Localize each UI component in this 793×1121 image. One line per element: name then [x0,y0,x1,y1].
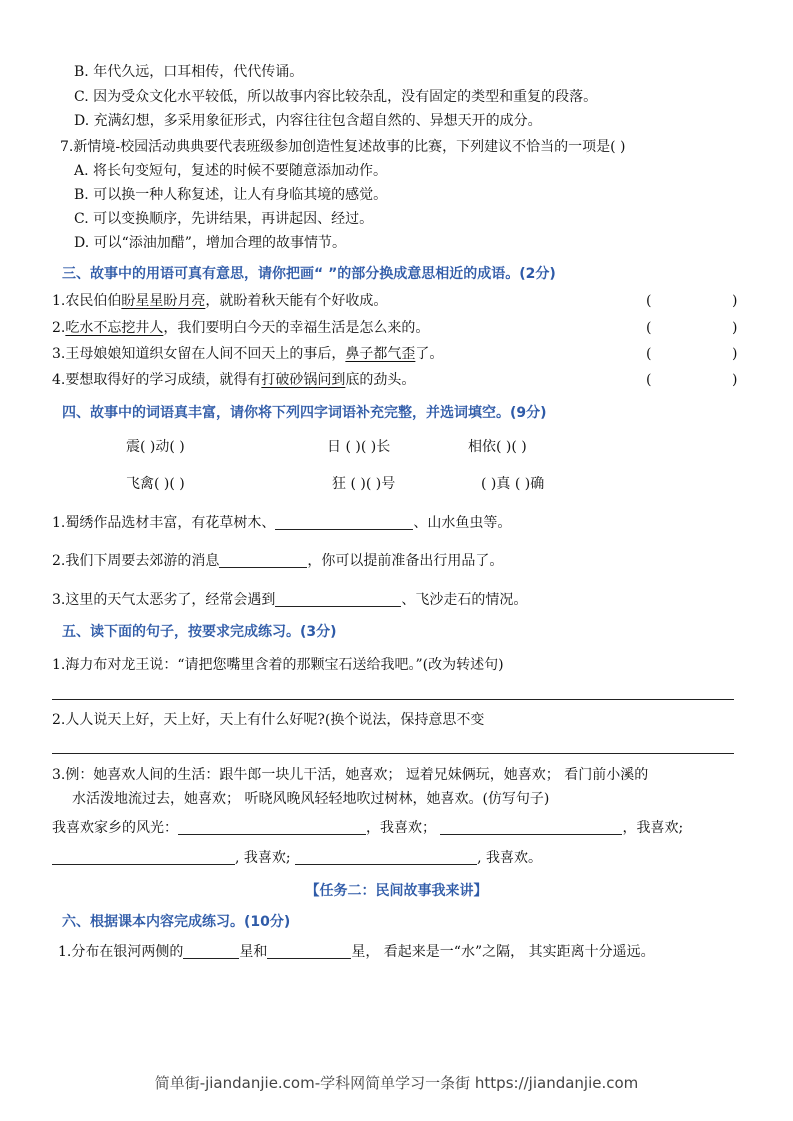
sec6-q1-pre: 1.分布在银河两侧的 [58,944,184,960]
sec5-imitation-like-4: , 我喜欢。 [477,850,542,866]
sec4-sentence-3-blank[interactable] [275,591,401,607]
section-5-title: 五、读下面的句子，按要求完成练习。(3分) [62,624,337,640]
sec3-item-1 [52,291,387,311]
footer-watermark: 简单街-jiandanjie.com-学科网简单学习一条街 https://jiandanjie.com [154,1074,639,1092]
sec3-item-2-post: ，我们要明白今天的幸福生活是怎么来的。 [163,320,430,336]
sec3-item-3-post: 了。 [415,346,444,362]
sec4-sentence-2-pre: 2.我们下周要去郊游的消息 [52,553,220,569]
sec3-item-1-underlined: 盼星星盼月亮 [121,293,206,309]
word-blank-5[interactable]: 狂 ( )( )号 [332,476,396,492]
sec3-item-2 [52,318,429,338]
sec5-question-2: 2.人人说天上好，天上好，天上有什么好呢?(换个说法，保持意思不变 [52,712,485,728]
sec3-item-4-underlined: 打破砂锅问到 [261,372,346,388]
sec6-q1-blank-1[interactable] [183,943,239,959]
word-blank-6[interactable]: ( )真 ( )确 [481,476,545,492]
sec5-answer-line-1[interactable] [52,699,734,700]
sec4-sentence-3-post: 、飞沙走石的情况。 [401,592,528,608]
sec3-item-2-underlined: 吃水不忘挖井人 [65,320,164,336]
q7-option-a: A. 将长句变短句，复述的时候不要随意添加动作。 [74,163,388,179]
q7-option-d: D. 可以“添油加醋”，增加合理的故事情节。 [74,235,346,251]
sec4-sentence-1-pre: 1.蜀绣作品选材丰富，有花草树木、 [52,515,276,531]
section-3-title: 三、故事中的用语可真有意思，请你把画“ ”的部分换成意思相近的成语。(2分) [62,266,556,282]
sec3-item-3-underlined: 鼻子都气歪 [345,346,416,362]
sec5-imitation-blank-3[interactable] [52,849,235,865]
sec3-item-4 [52,370,415,390]
sec5-question-3-line-2: 水活泼地流过去，她喜欢； 听晓风晚风轻轻地吹过树林，她喜欢。(仿写句子) [72,791,550,807]
word-blank-2[interactable]: 日 ( )( )长 [327,439,391,455]
word-blank-1[interactable]: 震( )动( ) [126,439,185,455]
sec6-q1-post: 星， 看起来是一“水”之隔， 其实距离十分遥远。 [351,944,655,960]
q7-stem: 7.新情境-校园活动典典要代表班级参加创造性复述故事的比赛，下列建议不恰当的一项是( ) [60,139,626,155]
sec3-item-4-paren-close: ) [732,372,738,388]
q6-option-b: B. 年代久远，口耳相传，代代传诵。 [74,64,304,80]
section-4-title: 四、故事中的词语真丰富，请你将下列四字词语补充完整，并选词填空。(9分) [62,405,547,421]
sec4-sentence-2-blank[interactable] [219,552,307,568]
sec5-answer-line-2[interactable] [52,753,734,754]
sec3-item-3 [52,344,443,364]
sec3-item-3-paren-open[interactable]: ( [646,346,652,362]
sec4-sentence-2 [52,551,503,571]
word-blank-3[interactable]: 相依( )( ) [468,439,527,455]
sec6-q1-mid: 星和 [239,944,268,960]
sec3-item-3-pre: 3.王母娘娘知道织女留在人间不回天上的事后， [52,346,346,362]
sec3-item-4-pre: 4.要想取得好的学习成绩，就得有 [52,372,262,388]
sec4-sentence-2-post: ，你可以提前准备出行用品了。 [307,553,504,569]
q7-option-c: C. 可以变换顺序，先讲结果，再讲起因、经过。 [74,211,374,227]
sec5-imitation-blank-4[interactable] [295,849,477,865]
sec4-sentence-1-blank[interactable] [275,514,413,530]
sec4-sentence-1-post: 、山水鱼虫等。 [413,515,512,531]
sec3-item-1-pre: 1.农民伯伯 [52,293,122,309]
sec5-question-3-line-1: 3.例：她喜欢人间的生活：跟牛郎一块儿干活，她喜欢； 逗着兄妹俩玩，她喜欢； 看门前小溪的 [52,767,649,783]
sec5-imitation-like-3: , 我喜欢; [235,850,291,866]
sec4-sentence-3-pre: 3.这里的天气太恶劣了，经常会遇到 [52,592,276,608]
sec3-item-2-pre: 2. [52,320,66,336]
task-2-heading: 【任务二：民间故事我来讲】 [305,883,488,899]
q6-option-c: C. 因为受众文化水平较低，所以故事内容比较杂乱，没有固定的类型和重复的段落。 [74,89,598,105]
sec3-item-2-paren-close: ) [732,320,738,336]
sec3-item-4-post: 底的劲头。 [345,372,416,388]
sec3-item-4-paren-open[interactable]: ( [646,372,652,388]
sec5-imitation-row-2 [52,848,542,868]
q6-option-d: D. 充满幻想，多采用象征形式，内容往往包含超自然的、异想天开的成分。 [74,113,542,129]
word-blank-4[interactable]: 飞禽( )( ) [126,476,185,492]
sec6-question-1 [58,942,655,962]
sec6-q1-blank-2[interactable] [267,943,351,959]
sec5-imitation-blank-2[interactable] [440,819,622,835]
q7-option-b: B. 可以换一种人称复述，让人有身临其境的感觉。 [74,187,388,203]
sec3-item-1-paren-close: ) [732,293,738,309]
sec3-item-1-post: ，就盼着秋天能有个好收成。 [205,293,388,309]
sec3-item-3-paren-close: ) [732,346,738,362]
sec5-question-1: 1.海力布对龙王说：“请把您嘴里含着的那颗宝石送给我吧。”(改为转述句) [52,657,504,673]
sec5-imitation-like-1: ，我喜欢； [366,820,436,836]
sec4-sentence-3 [52,590,527,610]
sec3-item-2-paren-open[interactable]: ( [646,320,652,336]
sec5-imitation-like-2: ，我喜欢; [622,820,684,836]
sec3-item-1-paren-open[interactable]: ( [646,293,652,309]
section-6-title: 六、根据课本内容完成练习。(10分) [62,914,291,930]
sec4-sentence-1 [52,513,511,533]
sec5-imitation-row-1 [52,818,683,838]
sec5-imitation-prefix: 我喜欢家乡的风光： [52,820,178,836]
sec5-imitation-blank-1[interactable] [178,819,366,835]
